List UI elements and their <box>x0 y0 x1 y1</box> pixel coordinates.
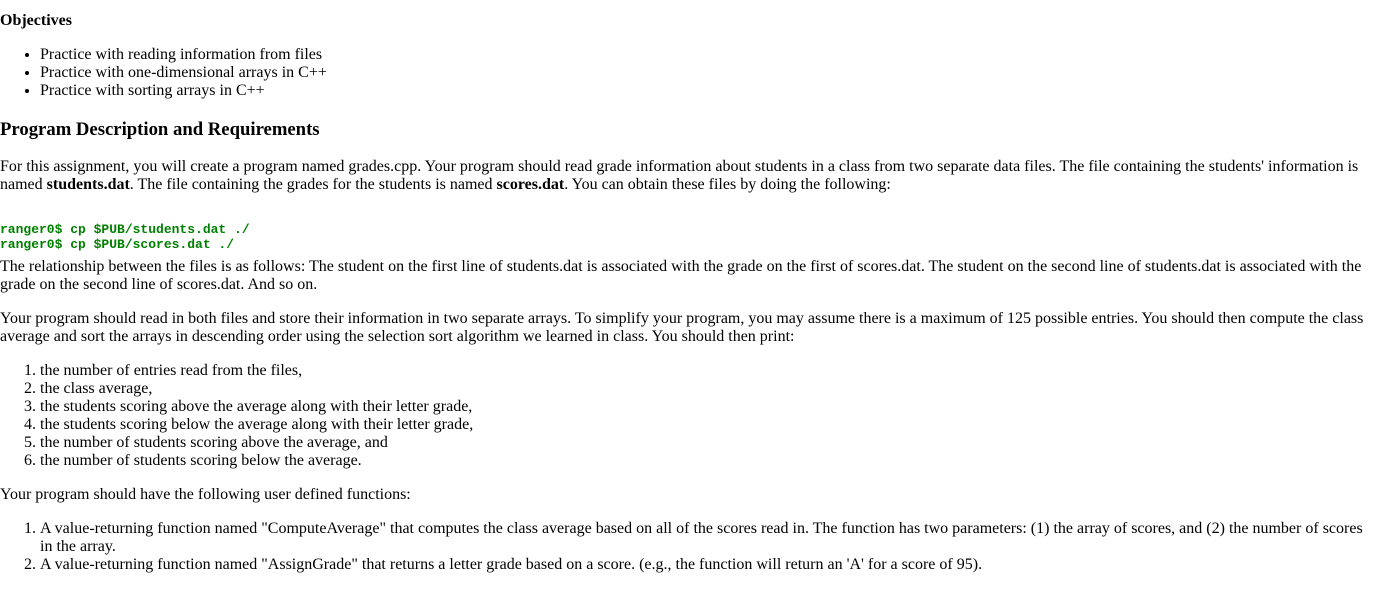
program-heading: Program Description and Requirements <box>0 119 320 140</box>
document <box>0 12 1379 574</box>
list-item: 4. the students scoring below the average along with their letter grade, <box>40 416 1379 434</box>
list-item: 2. the class average, <box>40 380 1379 398</box>
scores-file-name: scores.dat <box>496 176 565 193</box>
list-item: 2. A value-returning function named "AssignGrade" that returns a letter grade based on a score. (e.g., the function will return an 'A' for a score of 95). <box>40 556 1367 574</box>
list-item: • Practice with reading information from files <box>40 46 1379 64</box>
students-file-name: students.dat <box>46 176 130 193</box>
intro-paragraph <box>0 158 1379 194</box>
intro-text-3: . You can obtain these files by doing the following: <box>564 176 891 193</box>
list-item: 1. the number of entries read from the files, <box>40 362 1379 380</box>
command-line: ranger0$ cp $PUB/students.dat ./ <box>0 222 250 237</box>
list-item: 3. the students scoring above the average along with their letter grade, <box>40 398 1379 416</box>
objectives-list <box>0 46 1379 100</box>
objectives-heading: Objectives <box>0 12 72 29</box>
functions-list <box>0 520 1379 574</box>
list-item: • Practice with one-dimensional arrays in C++ <box>40 64 1379 82</box>
list-item: 5. the number of students scoring above the average, and <box>40 434 1379 452</box>
command-block <box>0 222 1379 252</box>
command-line: ranger0$ cp $PUB/scores.dat ./ <box>0 237 235 252</box>
print-list <box>0 362 1379 470</box>
instructions-paragraph: Your program should read in both files and store their information in two separate arrays. To simplify your program, you may assume there is a maximum of 125 possible entries. You should then compute the class average and sort the arrays in descending order using the selection sort algorithm we learned in class. You should then print: <box>0 310 1364 345</box>
relationship-paragraph: The relationship between the files is as follows: The student on the first line of students.dat is associated with the grade on the first of scores.dat. The student on the second line of students.dat is associated with the grade on the second line of scores.dat. And so on. <box>0 258 1362 293</box>
intro-text-1: For this assignment, you will create a program named grades.cpp. Your program should read grade information about students in a class from two separate data files. The file containing the students' information is named <box>0 158 1359 193</box>
list-item: 6. the number of students scoring below the average. <box>40 452 1379 470</box>
intro-text-2: . The file containing the grades for the students is named <box>129 176 497 193</box>
list-item: 1. A value-returning function named "ComputeAverage" that computes the class average based on all of the scores read in. The function has two parameters: (1) the array of scores, and (2) the number of scores in the array. <box>40 520 1367 556</box>
list-item: • Practice with sorting arrays in C++ <box>40 82 1379 100</box>
functions-intro-paragraph: Your program should have the following user defined functions: <box>0 486 411 503</box>
